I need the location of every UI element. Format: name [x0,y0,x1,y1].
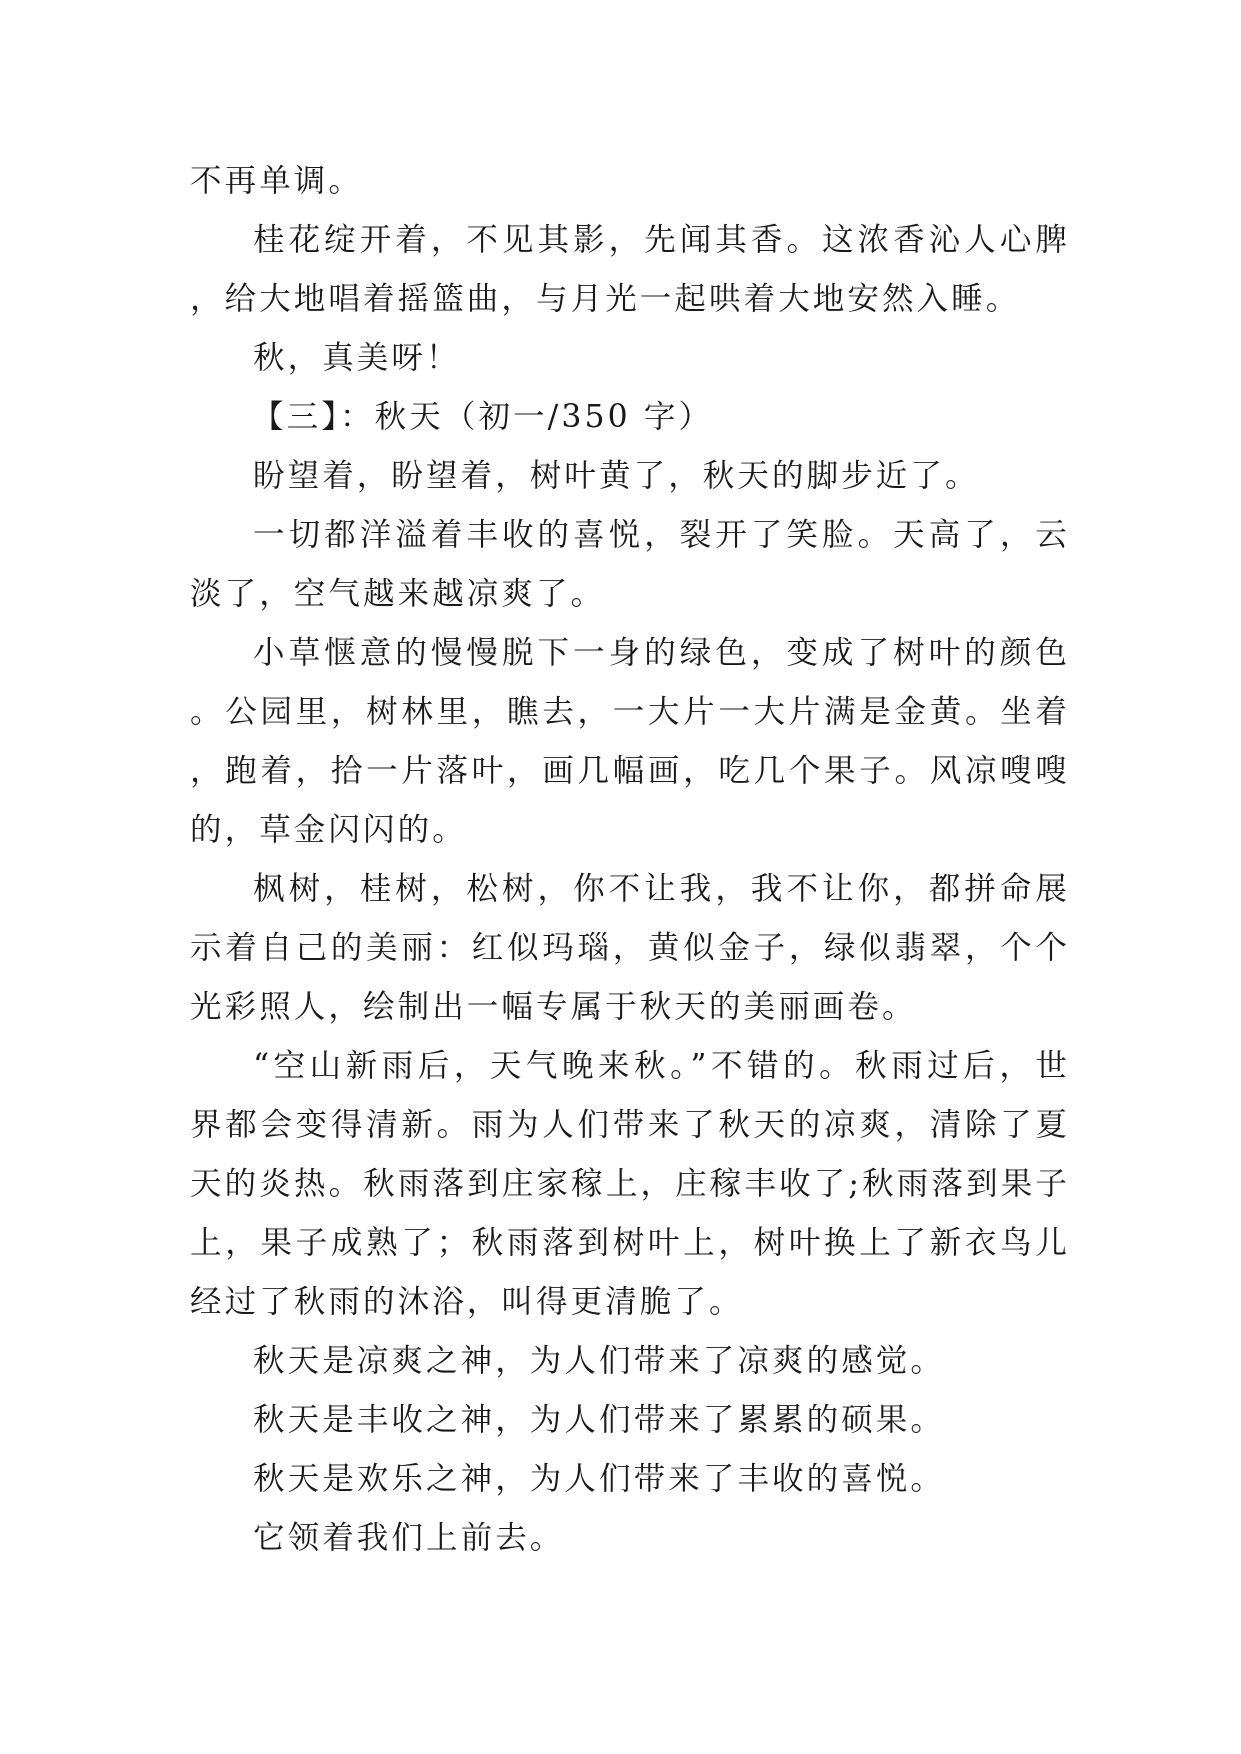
section-heading: 【三】：秋天（初一/350 字） [252,399,714,435]
paragraph: 秋，真美呀！ [253,340,461,376]
paragraph: 秋天是丰收之神，为人们带来了累累的硕果。 [253,1402,946,1438]
paragraph: 不再单调。 [190,163,364,199]
paragraph: 桂花绽开着，不见其影，先闻其香。这浓香沁人心脾，给大地唱着摇篮曲，与月光一起哄着大地安然入睡。 [190,222,1070,317]
paragraph: 枫树，桂树，松树，你不让我，我不让你，都拼命展示着自己的美丽：红似玛瑙，黄似金子，绿似翡翠，个个光彩照人，绘制出一幅专属于秋天的美丽画卷。 [190,871,1070,1025]
body-text [190,152,1070,1568]
paragraph: 它领着我们上前去。 [253,1520,565,1556]
paragraph: 秋天是欢乐之神，为人们带来了丰收的喜悦。 [253,1461,946,1497]
paragraph: 一切都洋溢着丰收的喜悦，裂开了笑脸。天高了，云淡了，空气越来越凉爽了。 [190,517,1070,612]
paragraph: 秋天是凉爽之神，为人们带来了凉爽的感觉。 [253,1343,946,1379]
paragraph: 盼望着，盼望着，树叶黄了，秋天的脚步近了。 [253,458,980,494]
paragraph: 小草惬意的慢慢脱下一身的绿色，变成了树叶的颜色。公园里，树林里，瞧去，一大片一大片满是金黄。坐着，跑着，拾一片落叶，画几幅画，吃几个果子。风凉嗖嗖的，草金闪闪的。 [190,635,1070,848]
paragraph: “空山新雨后，天气晚来秋。”不错的。秋雨过后，世界都会变得清新。雨为人们带来了秋天的凉爽，清除了夏天的炎热。秋雨落到庄家稼上，庄稼丰收了;秋雨落到果子上，果子成熟了；秋雨落到树叶上，树叶换上了新衣鸟儿经过了秋雨的沐浴，叫得更清脆了。 [190,1048,1070,1320]
